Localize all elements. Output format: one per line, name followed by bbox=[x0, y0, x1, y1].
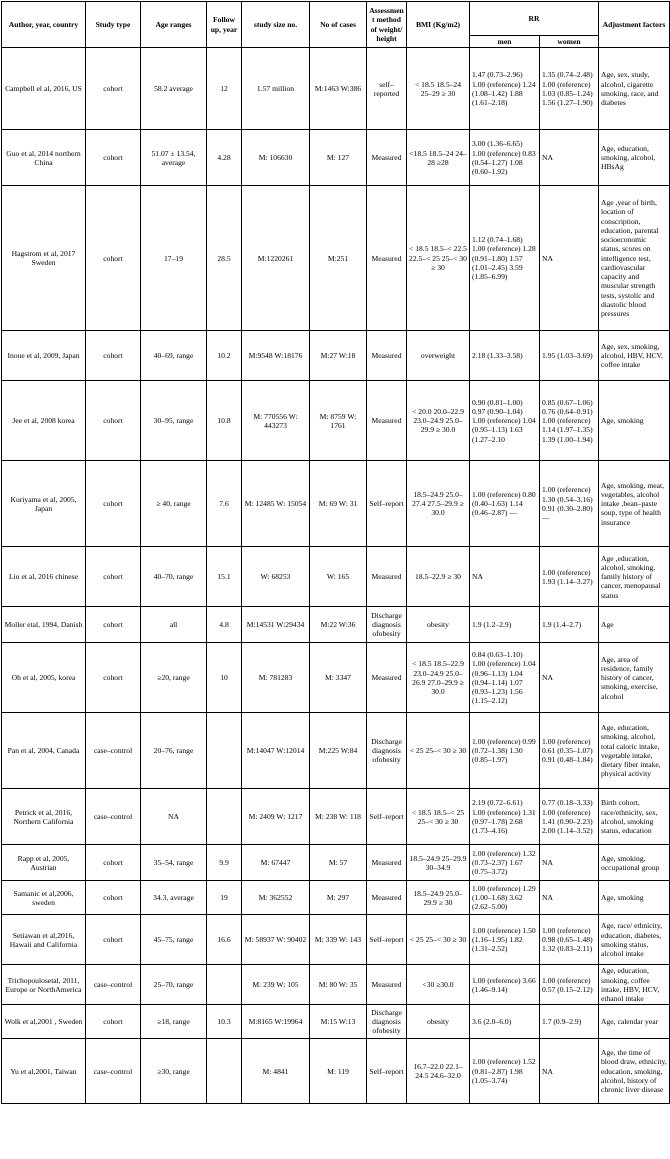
cell-rr-women: 1.95 (1.03–3.69) bbox=[540, 331, 599, 381]
cell-follow bbox=[207, 965, 242, 1005]
header-bmi: BMI (Kg/m2) bbox=[407, 2, 470, 48]
cell-age: 30–95, range bbox=[141, 381, 207, 461]
cell-study-type: case–control bbox=[86, 1039, 141, 1104]
cell-bmi: < 18.5 18.5–< 25 25–< 30 ≥ 30 bbox=[407, 789, 470, 845]
cell-rr-women: NA bbox=[540, 130, 599, 186]
cell-cases: M: 339 W: 143 bbox=[310, 915, 367, 965]
table-row bbox=[2, 331, 670, 381]
header-size: study size no. bbox=[242, 2, 310, 48]
cell-cases: M: 119 bbox=[310, 1039, 367, 1104]
cell-adjustment: Age, area of residence, family history of cancer, smoking, exercise, alcohol bbox=[599, 643, 670, 713]
cell-rr-women: 1.00 (reference) 0.98 (0.65–1.48) 1.32 (0.83–2.11) bbox=[540, 915, 599, 965]
cell-follow: 4.8 bbox=[207, 607, 242, 643]
cell-size: M: 4841 bbox=[242, 1039, 310, 1104]
cell-study-type: cohort bbox=[86, 186, 141, 331]
cell-cases: M: 80 W: 35 bbox=[310, 965, 367, 1005]
cell-adjustment: Age, smoking bbox=[599, 881, 670, 915]
cell-cases: M:225 W:84 bbox=[310, 713, 367, 789]
cell-bmi: obesity bbox=[407, 607, 470, 643]
cell-follow bbox=[207, 713, 242, 789]
cell-follow: 7.6 bbox=[207, 461, 242, 547]
cell-study-type: cohort bbox=[86, 48, 141, 130]
cell-bmi: 16.7–22.0 22.1–24.5 24.6–32.0 bbox=[407, 1039, 470, 1104]
cell-adjustment: Age, sex, smoking, alcohol, HBV, HCV, coffee intake bbox=[599, 331, 670, 381]
cell-author: Rapp et al, 2005, Austrian bbox=[2, 845, 86, 881]
cell-follow: 4.28 bbox=[207, 130, 242, 186]
cell-age: ≥ 40, range bbox=[141, 461, 207, 547]
cell-size: M:14531 W:29434 bbox=[242, 607, 310, 643]
cell-cases: M: 127 bbox=[310, 130, 367, 186]
cell-assessment: Self–report bbox=[367, 789, 407, 845]
cell-age: 45–75, range bbox=[141, 915, 207, 965]
table-row bbox=[2, 713, 670, 789]
table-row bbox=[2, 881, 670, 915]
cell-size: M:9548 W:18176 bbox=[242, 331, 310, 381]
cell-rr-women: NA bbox=[540, 186, 599, 331]
table-row bbox=[2, 48, 670, 130]
cell-bmi: 18.5–24.9 25.0–27.4 27.5–29.9 ≥ 30.0 bbox=[407, 461, 470, 547]
cell-cases: M: 297 bbox=[310, 881, 367, 915]
cell-study-type: case–control bbox=[86, 713, 141, 789]
cell-assessment: Discharge diagnosis ofobesity bbox=[367, 1005, 407, 1039]
table-row bbox=[2, 915, 670, 965]
table-row bbox=[2, 643, 670, 713]
cell-adjustment: Birth cohort, race/ethnicity, sex, alcohol, smoking status, education bbox=[599, 789, 670, 845]
cell-rr-men: 1.12 (0.74–1.68) 1.00 (reference) 1.28 (0.91–1.80) 1.57 (1.01–2.45) 3.59 (1.85–6.99) bbox=[470, 186, 540, 331]
cell-follow: 28.5 bbox=[207, 186, 242, 331]
cell-adjustment: Age ,education, alcohol, smoking, family history of cancer, menopausal status bbox=[599, 547, 670, 607]
table-row bbox=[2, 965, 670, 1005]
cell-assessment: Measured bbox=[367, 130, 407, 186]
cell-age: 17–19 bbox=[141, 186, 207, 331]
header-author: Author, year, country bbox=[2, 2, 86, 48]
cell-follow: 10.3 bbox=[207, 1005, 242, 1039]
cell-rr-women: 1.00 (reference) 0.61 (0.35–1.07) 0.91 (0.48–1.84) bbox=[540, 713, 599, 789]
cell-adjustment: Age, calendar year bbox=[599, 1005, 670, 1039]
table-row bbox=[2, 186, 670, 331]
cell-cases: M:251 bbox=[310, 186, 367, 331]
cell-age: 40–69, range bbox=[141, 331, 207, 381]
cell-follow: 10 bbox=[207, 643, 242, 713]
cell-size: M: 362552 bbox=[242, 881, 310, 915]
cell-assessment: Measured bbox=[367, 547, 407, 607]
cell-rr-women: 0.77 (0.18–3.33) 1.00 (reference) 1.41 (0.90–2.23) 2.00 (1.14–3.52) bbox=[540, 789, 599, 845]
cell-cases: M:22 W:36 bbox=[310, 607, 367, 643]
cell-cases: W: 165 bbox=[310, 547, 367, 607]
cell-adjustment: Age bbox=[599, 607, 670, 643]
cell-rr-men: 1.47 (0.73–2.96) 1.00 (reference) 1.24 (1.08–1.42) 1.88 (1.61–2.18) bbox=[470, 48, 540, 130]
table-row bbox=[2, 547, 670, 607]
cell-study-type: cohort bbox=[86, 331, 141, 381]
cell-follow bbox=[207, 789, 242, 845]
cell-study-type: cohort bbox=[86, 881, 141, 915]
cell-author: Pan et al, 2004, Canada bbox=[2, 713, 86, 789]
cell-size: M:14047 W:12014 bbox=[242, 713, 310, 789]
cell-bmi: 18.5–24.9 25–29.9 30–34.9 bbox=[407, 845, 470, 881]
cell-bmi: 18.5–24.9 25.0–29.9 ≥ 30 bbox=[407, 881, 470, 915]
cell-assessment: Measured bbox=[367, 643, 407, 713]
cell-cases: M: 57 bbox=[310, 845, 367, 881]
cell-rr-men: 1.00 (reference) 0.80 (0.40–1.63) 1.14 (0.46–2.87) — bbox=[470, 461, 540, 547]
cell-cases: M:27 W:18 bbox=[310, 331, 367, 381]
table-row bbox=[2, 1039, 670, 1104]
header-rr: RR bbox=[470, 2, 599, 36]
cell-size: M: 58937 W: 90402 bbox=[242, 915, 310, 965]
cell-study-type: cohort bbox=[86, 461, 141, 547]
cell-cases: M:1463 W:386 bbox=[310, 48, 367, 130]
cell-author: Trichopoulosetal, 2011, Europe or NorthAmerica bbox=[2, 965, 86, 1005]
table-row bbox=[2, 845, 670, 881]
cell-assessment: Self–report bbox=[367, 915, 407, 965]
cell-rr-men: 2.19 (0.72–6.61) 1.00 (reference) 1.31 (0.97–1.78) 2.68 (1.73–4.16) bbox=[470, 789, 540, 845]
cell-author: Wolk et al,2001 , Sweden bbox=[2, 1005, 86, 1039]
cell-cases: M: 3347 bbox=[310, 643, 367, 713]
table-row bbox=[2, 381, 670, 461]
cell-rr-men: 1.00 (reference) 0.99 (0.72–1.38) 1.30 (0.85–1.97) bbox=[470, 713, 540, 789]
cell-size: M: 2409 W: 1217 bbox=[242, 789, 310, 845]
cell-size: M: 106630 bbox=[242, 130, 310, 186]
cell-author: Moller etal, 1994, Danish bbox=[2, 607, 86, 643]
cell-study-type: cohort bbox=[86, 1005, 141, 1039]
cell-adjustment: Age, education, smoking, alcohol, total caloric intake, vegetable intake, dietary fiber intake, physical activity bbox=[599, 713, 670, 789]
cell-follow: 19 bbox=[207, 881, 242, 915]
cell-cases: M: 69 W: 31 bbox=[310, 461, 367, 547]
table-row bbox=[2, 461, 670, 547]
cell-follow: 10.8 bbox=[207, 381, 242, 461]
table-row bbox=[2, 130, 670, 186]
cell-author: Setiawan et al,2016, Hawaii and California bbox=[2, 915, 86, 965]
cell-rr-men: 1.00 (reference) 1.50 (1.16–1.95) 1.82 (1.31–2.52) bbox=[470, 915, 540, 965]
cell-age: ≥30, range bbox=[141, 1039, 207, 1104]
cell-follow: 9.9 bbox=[207, 845, 242, 881]
cell-author: Petrick et al, 2016, Northern California bbox=[2, 789, 86, 845]
cell-age: 25–70, range bbox=[141, 965, 207, 1005]
cell-assessment: Self–report bbox=[367, 1039, 407, 1104]
cell-author: Liu et al, 2016 chinese bbox=[2, 547, 86, 607]
cell-author: Hagstrom et al, 2017 Sweden bbox=[2, 186, 86, 331]
cell-rr-women: 1.00 (reference) 1.30 (0.54–3.16) 0.91 (0.30–2.80) — bbox=[540, 461, 599, 547]
cell-size: M: 770556 W: 443273 bbox=[242, 381, 310, 461]
cell-assessment: Discharge diagnosis ofobesity bbox=[367, 713, 407, 789]
cell-follow bbox=[207, 1039, 242, 1104]
cell-size: 1.57 million bbox=[242, 48, 310, 130]
cell-assessment: Self–report bbox=[367, 461, 407, 547]
cell-age: NA bbox=[141, 789, 207, 845]
cell-follow: 16.6 bbox=[207, 915, 242, 965]
header-women: women bbox=[540, 36, 599, 48]
cell-assessment: Measured bbox=[367, 845, 407, 881]
cell-author: Oh et al, 2005, korea bbox=[2, 643, 86, 713]
cell-bmi: < 18.5 18.5–< 22.5 22.5–< 25 25–< 30 ≥ 30 bbox=[407, 186, 470, 331]
cell-age: 34.3, average bbox=[141, 881, 207, 915]
cell-study-type: cohort bbox=[86, 547, 141, 607]
cell-rr-men: NA bbox=[470, 547, 540, 607]
cell-rr-men: 1.00 (reference) 1.32 (0.73–2.37) 1.67 (0.75–3.72) bbox=[470, 845, 540, 881]
cell-author: Yu et al,2001, Taiwan bbox=[2, 1039, 86, 1104]
cell-rr-women: 1.9 (1.4–2.7) bbox=[540, 607, 599, 643]
cell-cases: M:15 W:13 bbox=[310, 1005, 367, 1039]
cell-study-type: case–control bbox=[86, 789, 141, 845]
cell-adjustment: Age, education, smoking, alcohol, HBsAg bbox=[599, 130, 670, 186]
cell-rr-women: NA bbox=[540, 881, 599, 915]
cell-bmi: < 20.0 20.0–22.9 23.0–24.9 25.0–29.9 ≥ 30.0 bbox=[407, 381, 470, 461]
table-row bbox=[2, 607, 670, 643]
cell-size: M: 239 W: 105 bbox=[242, 965, 310, 1005]
cell-rr-men: 3.00 (1.36–6.65) 1.00 (reference) 0.83 (0.54–1.27) 1.08 (0.60–1.92) bbox=[470, 130, 540, 186]
cell-follow: 15.1 bbox=[207, 547, 242, 607]
cell-age: 20–76, range bbox=[141, 713, 207, 789]
cell-rr-women: 1.00 (reference) 0.57 (0.15–2.12) bbox=[540, 965, 599, 1005]
cell-age: 51.07 ± 13.54, average bbox=[141, 130, 207, 186]
cell-bmi: <30 ≥30.0 bbox=[407, 965, 470, 1005]
header-age: Age ranges bbox=[141, 2, 207, 48]
cell-age: 35–54, range bbox=[141, 845, 207, 881]
cell-assessment: Measured bbox=[367, 186, 407, 331]
cell-author: Inoue et al, 2009, Japan bbox=[2, 331, 86, 381]
cell-age: 58.2 average bbox=[141, 48, 207, 130]
cell-bmi: < 25 25–< 30 ≥ 30 bbox=[407, 713, 470, 789]
cell-age: ≥18, range bbox=[141, 1005, 207, 1039]
cell-rr-women: NA bbox=[540, 1039, 599, 1104]
cell-follow: 10.2 bbox=[207, 331, 242, 381]
cell-assessment: Measured bbox=[367, 331, 407, 381]
cell-rr-women: NA bbox=[540, 643, 599, 713]
cell-author: Samanic et al,2006, sweden bbox=[2, 881, 86, 915]
table-row bbox=[2, 1005, 670, 1039]
cell-adjustment: Age, smoking bbox=[599, 381, 670, 461]
cell-adjustment: Age, smoking, meat, vegetables, alcohol intake ,bean–paste soup, type of health insurance bbox=[599, 461, 670, 547]
cell-bmi: obesity bbox=[407, 1005, 470, 1039]
cell-follow: 12 bbox=[207, 48, 242, 130]
cell-rr-women: 1.7 (0.9–2.9) bbox=[540, 1005, 599, 1039]
cell-author: Campbell el al, 2016, US bbox=[2, 48, 86, 130]
cell-study-type: cohort bbox=[86, 845, 141, 881]
cell-study-type: cohort bbox=[86, 643, 141, 713]
cell-bmi: < 25 25–< 30 ≥ 30 bbox=[407, 915, 470, 965]
cell-assessment: Discharge diagnosis ofobesity bbox=[367, 607, 407, 643]
cell-adjustment: Age, smoking, occupational group bbox=[599, 845, 670, 881]
cell-rr-women: 1.00 (reference) 1.93 (1.14–3.27) bbox=[540, 547, 599, 607]
cell-size: W: 68253 bbox=[242, 547, 310, 607]
cell-adjustment: Age, sex, study, alcohol, cigarette smoking, race, and diabetes bbox=[599, 48, 670, 130]
cell-size: M: 12485 W: 15054 bbox=[242, 461, 310, 547]
cell-age: all bbox=[141, 607, 207, 643]
cell-adjustment: Age ,year of birth, location of conscription, education, parental socioeconomic status, scores on intelligence test, cardiovascular capacity and muscular strength tests, systolic and diastolic blood pressures bbox=[599, 186, 670, 331]
cell-age: 40–70, range bbox=[141, 547, 207, 607]
header-men: men bbox=[470, 36, 540, 48]
cell-assessment: Measured bbox=[367, 381, 407, 461]
cell-study-type: case–control bbox=[86, 965, 141, 1005]
cell-rr-men: 0.84 (0.63–1.10) 1.00 (reference) 1.04 (0.96–1.13) 1.04 (0.94–1.14) 1.07 (0.93–1.23) 1.56 (1.15–2.12) bbox=[470, 643, 540, 713]
cell-author: Kuriyama et al, 2005, Japan bbox=[2, 461, 86, 547]
header-cases: No of cases bbox=[310, 2, 367, 48]
cell-author: Jee et al, 2008 korea bbox=[2, 381, 86, 461]
cell-adjustment: Age, the time of blood draw, ethnicity, education, smoking, alcohol, history of chronic liver disease bbox=[599, 1039, 670, 1104]
header-assessment: Assessment method of weight/ height bbox=[367, 2, 407, 48]
cell-cases: M: 238 W: 118 bbox=[310, 789, 367, 845]
cell-bmi: < 18.5 18.5–24 25–29 ≥ 30 bbox=[407, 48, 470, 130]
cell-size: M: 67447 bbox=[242, 845, 310, 881]
cell-size: M:1220261 bbox=[242, 186, 310, 331]
cell-assessment: Measured bbox=[367, 965, 407, 1005]
cell-cases: M: 8759 W: 1761 bbox=[310, 381, 367, 461]
cell-bmi: < 18.5 18.5–22.9 23.0–24.9 25.0–26.9 27.0–29.9 ≥ 30.0 bbox=[407, 643, 470, 713]
cell-study-type: cohort bbox=[86, 381, 141, 461]
cell-rr-men: 2.18 (1.33–3.58) bbox=[470, 331, 540, 381]
cell-study-type: cohort bbox=[86, 915, 141, 965]
cell-rr-men: 1.9 (1.2–2.9) bbox=[470, 607, 540, 643]
study-table bbox=[1, 1, 670, 1104]
cell-rr-men: 3.6 (2.0–6.0) bbox=[470, 1005, 540, 1039]
cell-adjustment: Age, education, smoking, coffee intake, HBV, HCV, ethanol intake bbox=[599, 965, 670, 1005]
cell-bmi: <18.5 18.5–24 24–28 ≥28 bbox=[407, 130, 470, 186]
cell-adjustment: Age, race/ ethnicity, education, diabetes, smoking status, alcohol intake bbox=[599, 915, 670, 965]
table-row bbox=[2, 789, 670, 845]
header-adjust: Adjustment factors bbox=[599, 2, 670, 48]
cell-assessment: Measured bbox=[367, 881, 407, 915]
cell-assessment: self–reported bbox=[367, 48, 407, 130]
cell-rr-men: 1.00 (reference) 3.66 (1.46–9.14) bbox=[470, 965, 540, 1005]
cell-size: M: 781283 bbox=[242, 643, 310, 713]
cell-rr-men: 1.00 (reference) 1.52 (0.81–2.87) 1.98 (1.05–3.74) bbox=[470, 1039, 540, 1104]
header-follow: Follow up, year bbox=[207, 2, 242, 48]
cell-rr-men: 1.00 (reference) 1.29 (1.00–1.68) 3.62 (2.62–5.00) bbox=[470, 881, 540, 915]
cell-study-type: cohort bbox=[86, 130, 141, 186]
cell-age: ≥20, range bbox=[141, 643, 207, 713]
cell-author: Guo et al, 2014 northern China bbox=[2, 130, 86, 186]
cell-rr-women: 0.85 (0.67–1.06) 0.76 (0.64–0.91) 1.00 (reference) 1.14 (1.97–1.35) 1.39 (1.00–1.94) bbox=[540, 381, 599, 461]
cell-rr-women: 1.35 (0.74–2.48) 1.00 (reference) 1.03 (0.85–1.24) 1.56 (1.27–1.90) bbox=[540, 48, 599, 130]
cell-size: M:8165 W:19964 bbox=[242, 1005, 310, 1039]
cell-rr-women: NA bbox=[540, 845, 599, 881]
cell-bmi: overweight bbox=[407, 331, 470, 381]
cell-study-type: cohort bbox=[86, 607, 141, 643]
header-study-type: Study type bbox=[86, 2, 141, 48]
cell-bmi: 18.5–22.9 ≥ 30 bbox=[407, 547, 470, 607]
cell-rr-men: 0.90 (0.81–1.00) 0.97 (0.90–1.04) 1.00 (reference) 1.04 (0.95–1.13) 1.63 (1.27–2.10 bbox=[470, 381, 540, 461]
